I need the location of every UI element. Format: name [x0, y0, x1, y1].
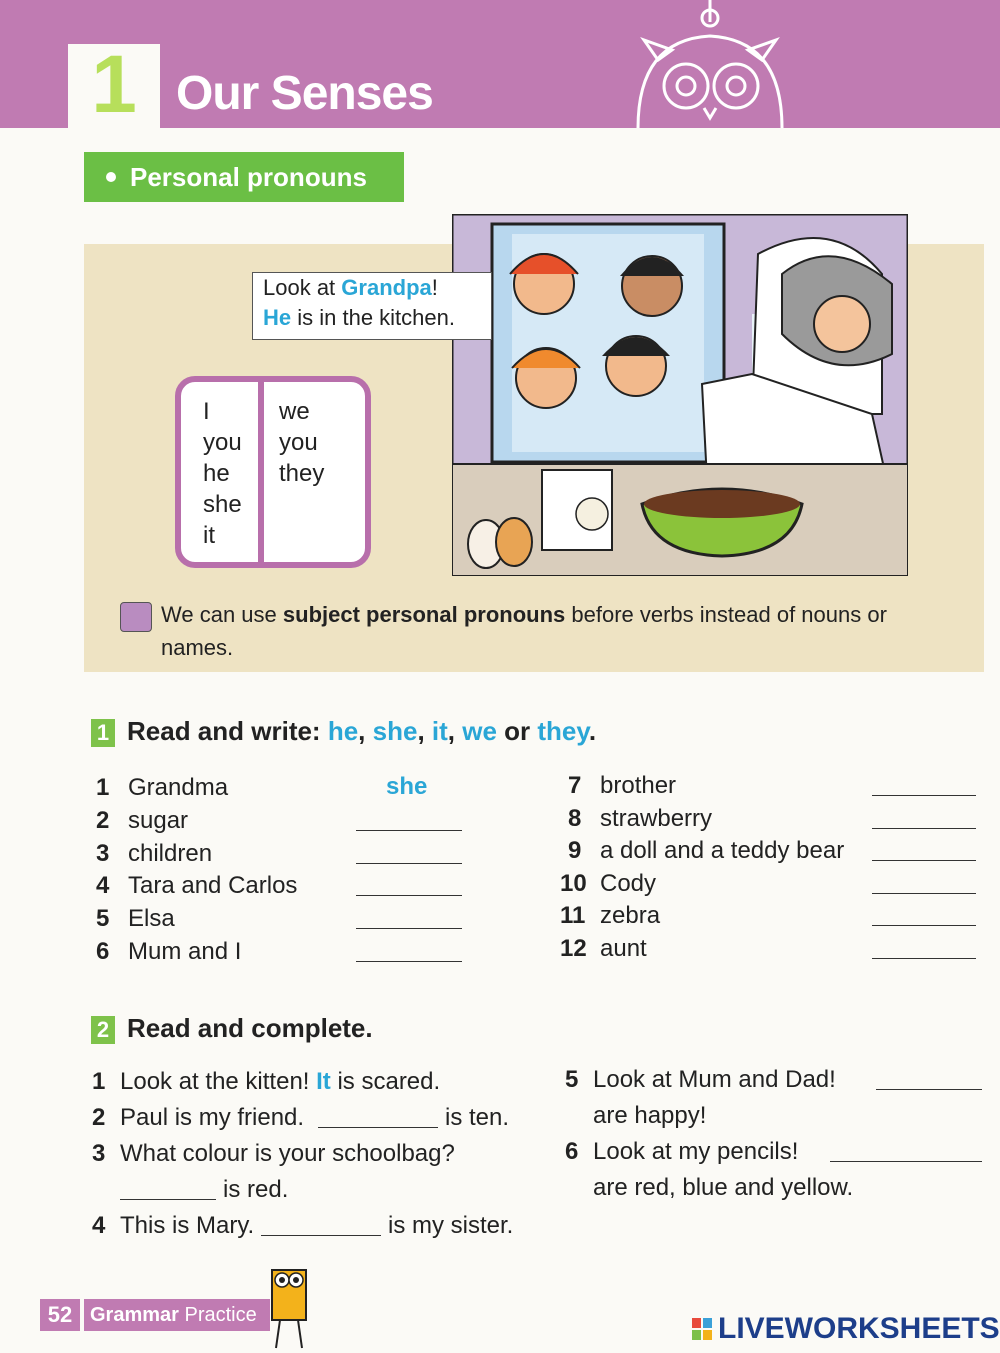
ex1-word: he	[327, 716, 359, 746]
ex1-item	[96, 806, 188, 836]
sentence-text: is scared.	[330, 1068, 441, 1095]
owl-mascot-icon	[628, 0, 798, 128]
pencil-mascot-icon	[262, 1256, 316, 1350]
item-number: 6	[565, 1138, 579, 1165]
item-word: Tara and Carlos	[128, 872, 298, 899]
exercise-1-number: 1	[91, 719, 115, 747]
ex1-item	[568, 836, 844, 866]
item-number: 5	[96, 905, 110, 932]
item-number: 9	[568, 837, 582, 864]
bubble-text: Look at	[263, 275, 342, 300]
ex1-item	[560, 934, 647, 964]
sentence-text: This is Mary.	[120, 1212, 255, 1239]
item-number: 7	[568, 772, 582, 799]
item-word: children	[128, 840, 213, 867]
brand-name: LIVEWORKSHEETS	[718, 1312, 1000, 1345]
section-tag-label: Personal pronouns	[130, 162, 367, 192]
sentence-text: What colour is your schoolbag?	[120, 1140, 455, 1167]
ex1-item	[96, 773, 228, 803]
ex1-item	[568, 804, 712, 834]
item-number: 11	[560, 902, 586, 929]
kitchen-illustration	[452, 214, 908, 576]
sentence-text: are happy!	[593, 1102, 707, 1129]
ex1-answer-filled: she	[386, 773, 428, 800]
item-word: brother	[600, 772, 677, 799]
ex1-answer-blank[interactable]	[872, 771, 976, 796]
pronoun: you	[203, 429, 242, 456]
item-number: 4	[96, 872, 110, 899]
ex1-item	[560, 901, 660, 931]
item-word: Mum and I	[128, 938, 242, 965]
ex1-sep: or	[496, 716, 538, 746]
item-number: 5	[565, 1066, 579, 1093]
ex2-answer-blank[interactable]	[876, 1065, 982, 1090]
page-number: 52	[40, 1299, 80, 1331]
ex1-answer-blank[interactable]	[356, 806, 462, 831]
ex1-word: she	[372, 716, 418, 746]
ex1-answer-blank[interactable]	[872, 869, 976, 894]
sentence-text: is ten.	[445, 1104, 510, 1131]
item-number: 2	[96, 807, 110, 834]
ex1-answer-blank[interactable]	[872, 804, 976, 829]
sentence-text: Paul is my friend.	[120, 1104, 305, 1131]
owl-note-icon	[120, 602, 152, 632]
ex1-answer-blank[interactable]	[356, 871, 462, 896]
bubble-keyword: He	[263, 305, 292, 330]
ex1-answer-blank[interactable]	[872, 836, 976, 861]
ex1-sep: ,	[417, 716, 432, 746]
ex1-sep: ,	[358, 716, 373, 746]
ex1-answer-blank[interactable]	[872, 934, 976, 959]
ex1-answer-blank[interactable]	[872, 901, 976, 926]
singular-pronouns	[203, 396, 242, 551]
ex2-answer-blank[interactable]	[261, 1211, 381, 1236]
sentence-text: Look at Mum and Dad!	[593, 1066, 836, 1093]
note-text: before verbs instead of nouns or names.	[161, 602, 887, 660]
sentence-text: Look at my pencils!	[593, 1138, 799, 1165]
sentence-text: are red, blue and yellow.	[593, 1174, 854, 1201]
bubble-line-1	[253, 273, 491, 303]
ex2-sentence	[92, 1067, 440, 1097]
item-word: sugar	[128, 807, 189, 834]
item-word: aunt	[600, 935, 647, 962]
note-text: We can use	[161, 602, 283, 627]
ex1-sep: ,	[447, 716, 463, 746]
ex2-sentence	[565, 1137, 798, 1167]
ex1-answer-blank[interactable]	[356, 937, 462, 962]
book-title-bold: Grammar	[90, 1304, 179, 1326]
sentence-answer: It	[316, 1068, 331, 1095]
ex2-answer-blank[interactable]	[120, 1175, 216, 1200]
exercise-2-number: 2	[91, 1016, 115, 1044]
ex1-item	[568, 771, 676, 801]
ex1-word: we	[462, 716, 497, 746]
exercise-2-title: Read and complete.	[127, 1013, 373, 1043]
item-number: 3	[96, 840, 110, 867]
ex1-word: they	[537, 716, 589, 746]
ex2-sentence	[565, 1065, 836, 1095]
bubble-keyword: Grandpa	[341, 275, 432, 300]
unit-title: Our Senses	[176, 67, 433, 120]
item-number: 3	[92, 1140, 106, 1167]
exercise-1-title	[127, 716, 596, 747]
note-bold: subject personal pronouns	[282, 602, 566, 627]
pronoun: I	[203, 398, 210, 425]
ex1-answer-blank[interactable]	[356, 839, 462, 864]
item-number: 12	[560, 935, 587, 962]
ex2-sentence	[92, 1211, 254, 1241]
bubble-text: is in the kitchen.	[291, 305, 455, 330]
ex1-title-text: Read and write:	[127, 716, 328, 746]
bullet-icon	[106, 172, 116, 182]
grammar-note	[161, 598, 961, 664]
book-title-rest: Practice	[178, 1304, 257, 1326]
item-word: Elsa	[128, 905, 175, 932]
item-word: strawberry	[600, 805, 713, 832]
pronoun: they	[279, 460, 325, 487]
ex1-sep: .	[588, 716, 597, 746]
ex2-answer-blank[interactable]	[830, 1137, 982, 1162]
pronoun: you	[279, 429, 318, 456]
ex1-item	[96, 937, 241, 967]
plural-pronouns	[279, 396, 324, 489]
ex1-item	[96, 871, 297, 901]
item-number: 8	[568, 805, 582, 832]
pronoun: she	[203, 491, 242, 518]
ex1-word: it	[431, 716, 448, 746]
section-tag	[84, 152, 404, 202]
pronoun: it	[203, 522, 215, 549]
ex2-sentence	[92, 1139, 455, 1169]
pronoun: he	[203, 460, 230, 487]
item-word: a doll and a teddy bear	[600, 837, 845, 864]
ex1-item	[96, 904, 175, 934]
ex1-item	[96, 839, 212, 869]
item-number: 2	[92, 1104, 106, 1131]
ex2-sentence	[92, 1103, 304, 1133]
item-number: 4	[92, 1212, 106, 1239]
item-number: 1	[96, 774, 110, 801]
sentence-text: is red.	[223, 1176, 289, 1203]
unit-number: 1	[91, 39, 137, 130]
item-number: 10	[560, 870, 587, 897]
item-word: Cody	[600, 870, 657, 897]
bubble-text: !	[431, 275, 438, 300]
item-number: 1	[92, 1068, 106, 1095]
sentence-text: Look at the kitten!	[120, 1068, 317, 1095]
pronoun-table-divider	[258, 382, 264, 562]
item-word: zebra	[600, 902, 661, 929]
sentence-text: is my sister.	[388, 1212, 514, 1239]
bubble-line-2	[253, 303, 491, 333]
pronoun: we	[279, 398, 310, 425]
ex2-answer-blank[interactable]	[318, 1103, 438, 1128]
ex1-answer-blank[interactable]	[356, 904, 462, 929]
speech-bubble	[252, 272, 492, 340]
item-number: 6	[96, 938, 110, 965]
item-word: Grandma	[128, 774, 229, 801]
ex1-item	[560, 869, 656, 899]
liveworksheets-logo-icon	[692, 1318, 712, 1340]
book-title	[84, 1299, 270, 1331]
